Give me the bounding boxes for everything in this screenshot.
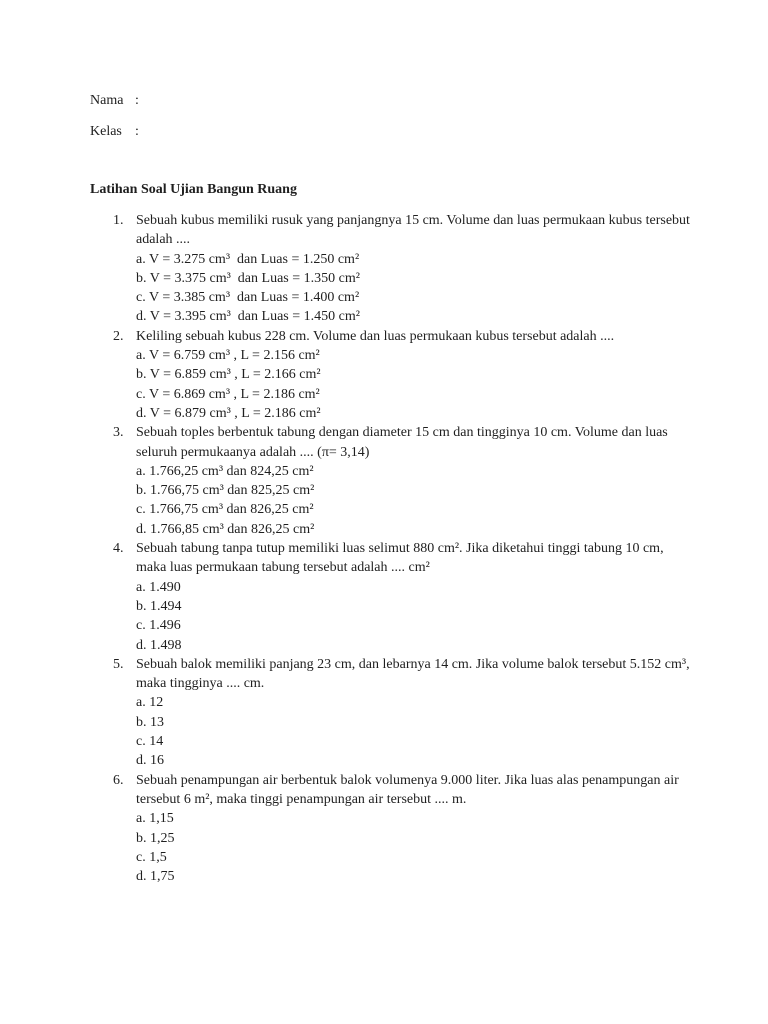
- question-item: [0, 655, 768, 771]
- option-a: a. 12: [136, 695, 164, 711]
- option-b: b. V = 3.375 cm³ dan Luas = 1.350 cm²: [136, 270, 360, 286]
- option-a: a. 1.766,25 cm³ dan 824,25 cm²: [136, 463, 314, 479]
- kelas-colon: :: [135, 124, 139, 139]
- question-number: 6.: [113, 772, 124, 788]
- nama-label: Nama: [90, 93, 124, 108]
- option-c: c. 1.766,75 cm³ dan 826,25 cm²: [136, 502, 314, 518]
- option-d: d. 1,75: [136, 869, 175, 885]
- question-number: 1.: [113, 213, 124, 228]
- kelas-label: Kelas: [90, 124, 122, 139]
- question-list: [0, 211, 768, 886]
- option-c: c. 1,5: [136, 849, 167, 865]
- option-a: a. 1.490: [136, 579, 181, 595]
- question-number: 5.: [113, 656, 124, 672]
- question-text: Sebuah balok memiliki panjang 23 cm, dan lebarnya 14 cm. Jika volume balok tersebut 5.152 cm³, maka tingginya .... cm.: [136, 656, 690, 692]
- question-number: 4.: [113, 541, 124, 557]
- option-b: b. 1.766,75 cm³ dan 825,25 cm²: [136, 483, 315, 499]
- option-b: b. 1.494: [136, 598, 182, 614]
- option-c: c. 1.496: [136, 618, 181, 634]
- option-b: b. 1,25: [136, 830, 175, 846]
- option-c: c. V = 6.869 cm³ , L = 2.186 cm²: [136, 386, 320, 402]
- question-text: Sebuah penampungan air berbentuk balok volumenya 9.000 liter. Jika luas alas penampungan air tersebut 6 m², maka tinggi penampungan air tersebut .... m.: [136, 772, 679, 807]
- nama-field: [90, 93, 139, 109]
- option-c: c. 14: [136, 734, 164, 750]
- question-text: Sebuah kubus memiliki rusuk yang panjangnya 15 cm. Volume dan luas permukaan kubus tersebut adalah ....: [136, 213, 690, 248]
- option-d: d. 16: [136, 753, 164, 769]
- option-d: d. 1.766,85 cm³ dan 826,25 cm²: [136, 521, 315, 537]
- question-text: Sebuah tabung tanpa tutup memiliki luas selimut 880 cm². Jika diketahui tinggi tabung 10 cm, maka luas permukaan tabung tersebut adalah .... cm²: [136, 541, 664, 576]
- question-item: [0, 539, 768, 655]
- option-a: a. V = 6.759 cm³ , L = 2.156 cm²: [136, 348, 320, 364]
- option-d: d. V = 3.395 cm³ dan Luas = 1.450 cm²: [136, 309, 360, 325]
- question-item: [0, 327, 768, 423]
- question-number: 2.: [113, 328, 124, 344]
- option-a: a. V = 3.275 cm³ dan Luas = 1.250 cm²: [136, 251, 360, 267]
- option-d: d. V = 6.879 cm³ , L = 2.186 cm²: [136, 405, 321, 421]
- kelas-field: [90, 124, 139, 140]
- question-number: 3.: [113, 425, 124, 441]
- option-c: c. V = 3.385 cm³ dan Luas = 1.400 cm²: [136, 290, 360, 306]
- option-b: b. 13: [136, 714, 164, 730]
- option-b: b. V = 6.859 cm³ , L = 2.166 cm²: [136, 367, 321, 383]
- question-text: Keliling sebuah kubus 228 cm. Volume dan luas permukaan kubus tersebut adalah ....: [136, 328, 615, 344]
- question-item: [0, 771, 768, 887]
- nama-colon: :: [135, 93, 139, 108]
- option-d: d. 1.498: [136, 637, 182, 653]
- question-text: Sebuah toples berbentuk tabung dengan diameter 15 cm dan tingginya 10 cm. Volume dan luas seluruh permukaanya adalah .... (π= 3,14): [136, 425, 668, 460]
- option-a: a. 1,15: [136, 811, 174, 827]
- question-item: [0, 211, 768, 327]
- document-title: Latihan Soal Ujian Bangun Ruang: [90, 182, 297, 197]
- question-item: [0, 423, 768, 539]
